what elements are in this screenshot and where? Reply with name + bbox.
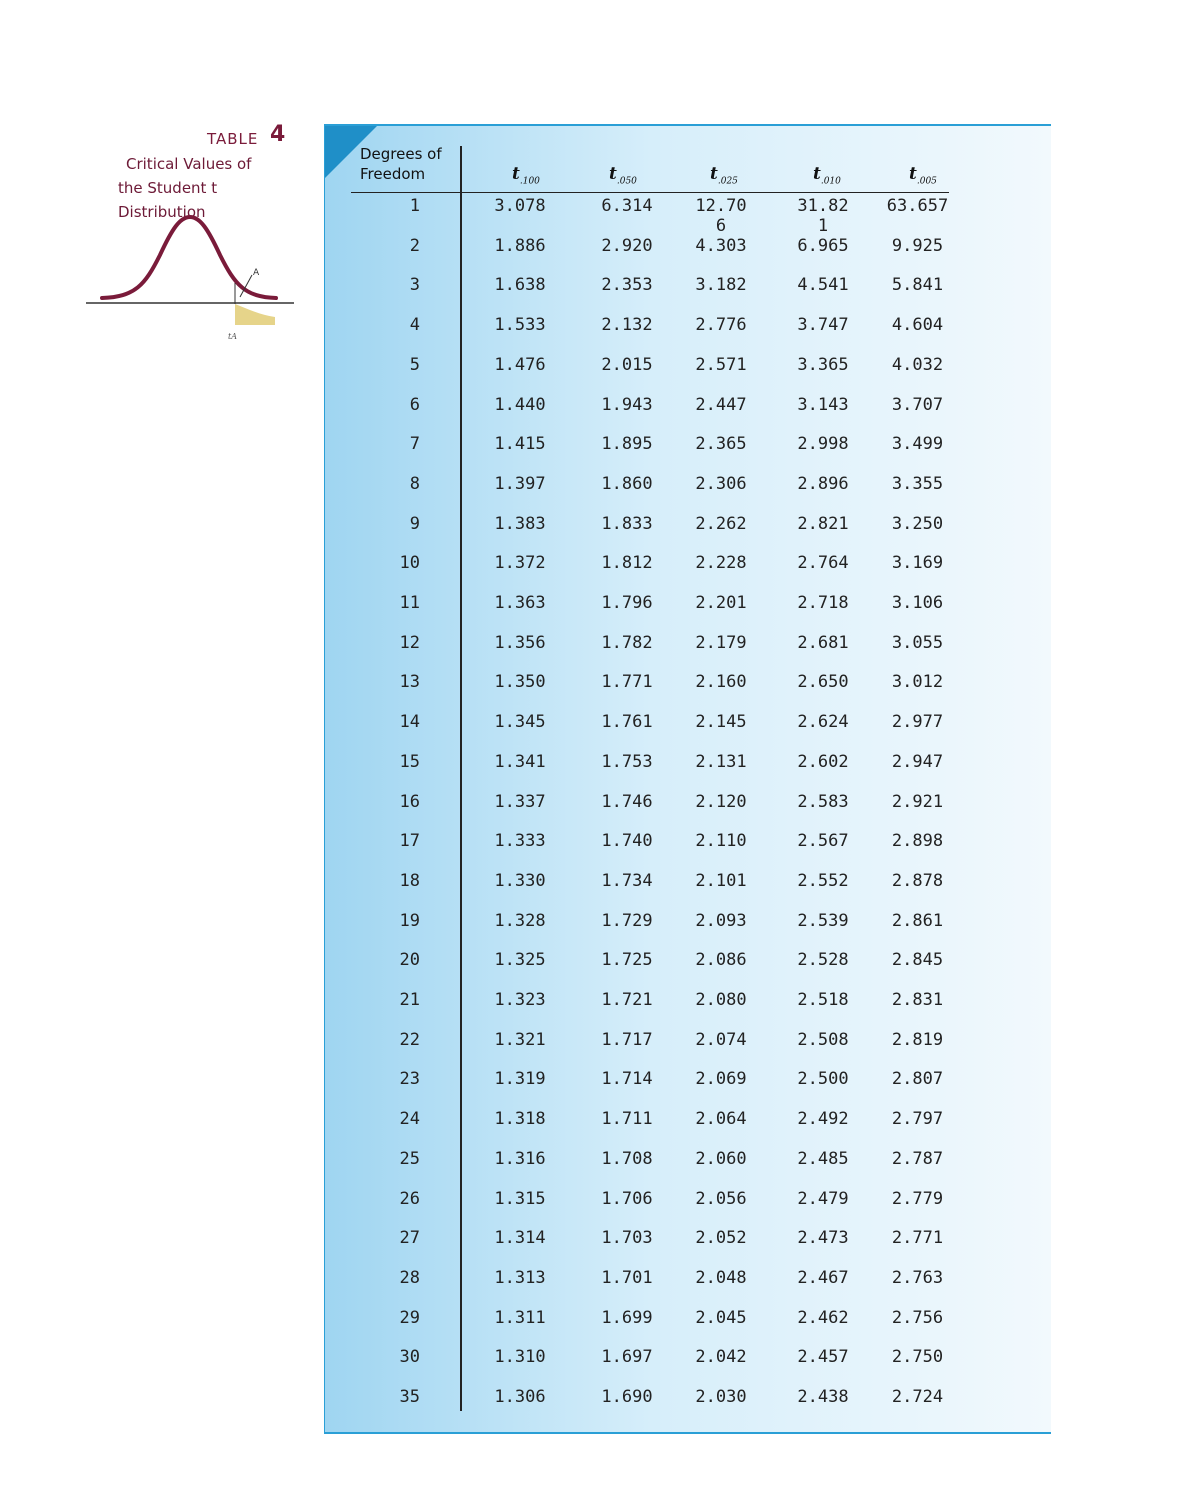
t050-cell: 1.833 [601,513,653,534]
t050-cell: 1.703 [601,1228,653,1249]
table-row [325,672,1051,712]
t100-cell: 1.328 [494,910,546,931]
t025-cell: 2.365 [695,434,747,455]
t005-cell: 2.898 [891,831,944,852]
table-row [325,196,1051,236]
t025-cell: 2.160 [695,672,747,693]
t100-cell: 3.078 [494,196,546,216]
t100-cell: 1.337 [494,791,546,812]
t025-cell: 2.179 [695,632,747,653]
df-cell: 23 [399,1069,420,1090]
t010-cell: 2.650 [797,672,849,693]
table-row [325,275,1051,315]
t010-cell: 2.567 [797,831,849,852]
t005-cell: 2.771 [891,1228,944,1249]
t025-cell: 2.776 [695,315,747,336]
t050-cell: 6.314 [601,196,653,216]
df-cell: 19 [399,910,420,931]
t100-cell: 1.314 [494,1228,546,1249]
t005-cell: 2.831 [891,990,944,1010]
t025-cell: 2.064 [695,1109,747,1130]
t005-cell: 2.977 [891,712,944,733]
df-cell: 1 [409,196,420,216]
t100-cell: 1.316 [494,1148,546,1169]
t010-cell: 6.965 [797,235,849,256]
t025-cell: 2.042 [695,1347,747,1368]
t025-cell: 2.052 [695,1228,747,1249]
t010-cell: 2.492 [797,1109,849,1130]
header-t-subscript: .100 [519,176,540,187]
t025-cell: 2.262 [695,513,747,534]
t005-cell: 3.169 [891,553,944,574]
header-degrees-of-freedom [360,144,442,184]
table-row [325,871,1051,911]
df-cell: 5 [409,354,420,375]
t010-cell: 2.764 [797,553,849,574]
t005-cell: 5.841 [891,275,944,296]
table-row [325,355,1051,395]
t005-cell: 3.499 [891,434,944,455]
t050-cell: 1.860 [601,473,653,494]
t050-cell: 1.714 [601,1069,653,1090]
t050-cell: 1.761 [601,712,653,733]
t100-cell: 1.476 [494,354,546,375]
t005-cell: 2.845 [891,950,944,971]
t010-cell: 2.479 [797,1188,849,1209]
t050-cell: 1.725 [601,950,653,971]
t005-cell: 2.763 [891,1267,944,1288]
table-row [325,395,1051,435]
table-row [325,911,1051,951]
df-cell: 21 [399,990,420,1010]
t005-cell: 3.707 [891,394,944,415]
header-rule [351,192,949,193]
df-cell: 27 [399,1228,420,1249]
header-t-symbol: t [813,164,821,184]
t100-cell: 1.372 [494,553,546,574]
t005-cell: 3.012 [891,672,944,693]
t010-cell: 31.821 [797,196,849,236]
t050-cell: 1.711 [601,1109,653,1130]
caption-title-line: Distribution [118,203,206,221]
t025-cell: 2.060 [695,1148,747,1169]
caption-title-line: Critical Values of [126,155,252,173]
df-cell: 16 [399,791,420,812]
t010-cell: 3.365 [797,354,849,375]
t010-cell: 2.462 [797,1307,849,1328]
header-t-symbol: t [909,164,917,184]
t010-cell: 2.624 [797,712,849,733]
table-row [325,1387,1051,1427]
t050-cell: 1.697 [601,1347,653,1368]
t025-cell: 4.303 [695,235,747,256]
t010-cell: 2.485 [797,1148,849,1169]
t100-cell: 1.363 [494,593,546,613]
table-row [325,553,1051,593]
t005-cell: 2.750 [891,1347,944,1368]
table-row [325,950,1051,990]
df-cell: 2 [409,235,420,256]
table-row [325,1189,1051,1229]
t025-cell: 2.101 [695,870,747,891]
t005-cell: 2.819 [891,1029,944,1050]
table-row [325,474,1051,514]
t100-cell: 1.356 [494,632,546,653]
t010-cell: 2.467 [797,1267,849,1288]
t025-cell: 2.080 [695,990,747,1010]
t050-cell: 2.015 [601,354,653,375]
t050-cell: 1.740 [601,831,653,852]
t025-cell: 2.048 [695,1267,747,1288]
table-row [325,1347,1051,1387]
t100-cell: 1.318 [494,1109,546,1130]
df-cell: 10 [399,553,420,574]
t100-cell: 1.310 [494,1347,546,1368]
header-t050 [609,164,637,186]
t100-cell: 1.638 [494,275,546,296]
df-cell: 7 [409,434,420,455]
t025-cell: 3.182 [695,275,747,296]
t025-cell: 2.069 [695,1069,747,1090]
df-cell: 30 [399,1347,420,1368]
df-cell: 18 [399,870,420,891]
df-cell: 8 [409,473,420,494]
t100-cell: 1.345 [494,712,546,733]
t050-cell: 1.796 [601,593,653,613]
t005-cell: 2.787 [891,1148,944,1169]
t005-cell: 2.807 [891,1069,944,1090]
t050-cell: 1.708 [601,1148,653,1169]
t100-cell: 1.330 [494,870,546,891]
header-t-symbol: t [710,164,718,184]
df-cell: 20 [399,950,420,971]
t005-cell: 2.947 [891,751,944,772]
t100-cell: 1.350 [494,672,546,693]
t025-cell: 2.447 [695,394,747,415]
header-t005 [909,164,937,186]
t100-cell: 1.306 [494,1387,546,1407]
t025-cell: 2.056 [695,1188,747,1209]
df-cell: 6 [409,394,420,415]
table-row [325,593,1051,633]
t050-cell: 1.746 [601,791,653,812]
t010-cell: 2.528 [797,950,849,971]
t050-cell: 1.734 [601,870,653,891]
t010-cell: 2.602 [797,751,849,772]
t005-cell: 2.756 [891,1307,944,1328]
header-t100 [512,164,540,186]
t050-cell: 1.782 [601,632,653,653]
t050-cell: 1.729 [601,910,653,931]
t025-cell: 2.093 [695,910,747,931]
header-t-subscript: .005 [916,176,937,187]
table-row [325,633,1051,673]
t050-cell: 1.701 [601,1267,653,1288]
df-cell: 24 [399,1109,420,1130]
t005-cell: 2.724 [891,1387,944,1407]
t025-cell: 2.120 [695,791,747,812]
t100-cell: 1.886 [494,235,546,256]
t005-cell: 3.355 [891,473,944,494]
table-number: 4 [270,122,286,147]
df-cell: 12 [399,632,420,653]
df-cell: 13 [399,672,420,693]
t005-cell: 3.055 [891,632,944,653]
df-cell: 15 [399,751,420,772]
df-cell: 3 [409,275,420,296]
header-t-subscript: .050 [616,176,637,187]
t050-cell: 2.132 [601,315,653,336]
t050-cell: 1.812 [601,553,653,574]
t100-cell: 1.321 [494,1029,546,1050]
header-t-symbol: t [609,164,617,184]
t100-cell: 1.341 [494,751,546,772]
table-row [325,1069,1051,1109]
table-row [325,1109,1051,1149]
df-cell: 4 [409,315,420,336]
caption-title-line: the Student t [118,179,218,197]
t025-cell: 2.045 [695,1307,747,1328]
table-label: TABLE [207,130,259,148]
header-t-subscript: .010 [820,176,841,187]
t010-cell: 2.998 [797,434,849,455]
df-cell: 14 [399,712,420,733]
t100-cell: 1.325 [494,950,546,971]
t050-cell: 1.771 [601,672,653,693]
t100-cell: 1.311 [494,1307,546,1328]
t100-cell: 1.440 [494,394,546,415]
t025-cell: 2.074 [695,1029,747,1050]
df-cell: 29 [399,1307,420,1328]
header-t-symbol: t [512,164,520,184]
t025-cell: 2.145 [695,712,747,733]
t005-cell: 9.925 [891,235,944,256]
t-table-panel [324,124,1051,1434]
header-t-subscript: .025 [717,176,738,187]
t005-cell: 2.878 [891,870,944,891]
t010-cell: 2.500 [797,1069,849,1090]
df-cell: 26 [399,1188,420,1209]
t010-cell: 3.143 [797,394,849,415]
df-cell: 11 [399,593,420,613]
t010-cell: 2.552 [797,870,849,891]
t005-cell: 3.106 [891,593,944,613]
area-label: A [253,268,260,278]
df-cell: 22 [399,1029,420,1050]
t025-cell: 2.086 [695,950,747,971]
t050-cell: 1.706 [601,1188,653,1209]
t050-cell: 1.943 [601,394,653,415]
table-row [325,315,1051,355]
t-distribution-curve-icon [80,205,300,345]
table-row [325,236,1051,276]
t025-cell: 2.306 [695,473,747,494]
t050-cell: 1.753 [601,751,653,772]
table-row [325,1149,1051,1189]
header-t025 [710,164,738,186]
table-row [325,831,1051,871]
t005-cell: 2.797 [891,1109,944,1130]
table-row [325,1030,1051,1070]
table-row [325,712,1051,752]
t050-cell: 1.699 [601,1307,653,1328]
t010-cell: 3.747 [797,315,849,336]
t010-cell: 2.438 [797,1387,849,1407]
t100-cell: 1.319 [494,1069,546,1090]
t100-cell: 1.315 [494,1188,546,1209]
t010-cell: 2.718 [797,593,849,613]
table-row [325,514,1051,554]
t010-cell: 2.508 [797,1029,849,1050]
t005-cell: 4.604 [891,315,944,336]
t050-cell: 2.920 [601,235,653,256]
table-row [325,990,1051,1030]
t010-cell: 2.518 [797,990,849,1010]
table-row [325,752,1051,792]
t050-cell: 1.895 [601,434,653,455]
t010-cell: 2.457 [797,1347,849,1368]
df-cell: 17 [399,831,420,852]
t100-cell: 1.383 [494,513,546,534]
t025-cell: 2.030 [695,1387,747,1407]
t005-cell: 2.921 [891,791,944,812]
t010-cell: 2.896 [797,473,849,494]
t025-cell: 2.571 [695,354,747,375]
t010-cell: 4.541 [797,275,849,296]
df-cell: 35 [399,1387,420,1407]
table-row [325,1308,1051,1348]
table-row [325,792,1051,832]
bell-curve [102,217,276,298]
table-row [325,1228,1051,1268]
tail-area-shading [235,304,275,325]
df-cell: 25 [399,1148,420,1169]
t100-cell: 1.313 [494,1267,546,1288]
t050-cell: 1.690 [601,1387,653,1407]
t005-cell: 3.250 [891,513,944,534]
table-row [325,1268,1051,1308]
t050-cell: 1.717 [601,1029,653,1050]
t005-cell: 63.657 [886,196,949,216]
df-cell: 28 [399,1267,420,1288]
t100-cell: 1.323 [494,990,546,1010]
t025-cell: 12.706 [695,196,747,236]
t010-cell: 2.681 [797,632,849,653]
t100-cell: 1.397 [494,473,546,494]
t025-cell: 2.201 [695,593,747,613]
t100-cell: 1.533 [494,315,546,336]
t010-cell: 2.821 [797,513,849,534]
df-cell: 9 [409,513,420,534]
t025-cell: 2.131 [695,751,747,772]
header-df-line: Degrees of [360,145,442,163]
t010-cell: 2.539 [797,910,849,931]
t025-cell: 2.228 [695,553,747,574]
t010-cell: 2.583 [797,791,849,812]
t050-cell: 2.353 [601,275,653,296]
header-t010 [813,164,841,186]
t005-cell: 2.861 [891,910,944,931]
t100-cell: 1.333 [494,831,546,852]
table-row [325,434,1051,474]
t050-cell: 1.721 [601,990,653,1010]
header-df-line: Freedom [360,165,426,183]
t100-cell: 1.415 [494,434,546,455]
t010-cell: 2.473 [797,1228,849,1249]
t025-cell: 2.110 [695,831,747,852]
t-label: tA [228,332,237,341]
t005-cell: 2.779 [891,1188,944,1209]
t005-cell: 4.032 [891,354,944,375]
